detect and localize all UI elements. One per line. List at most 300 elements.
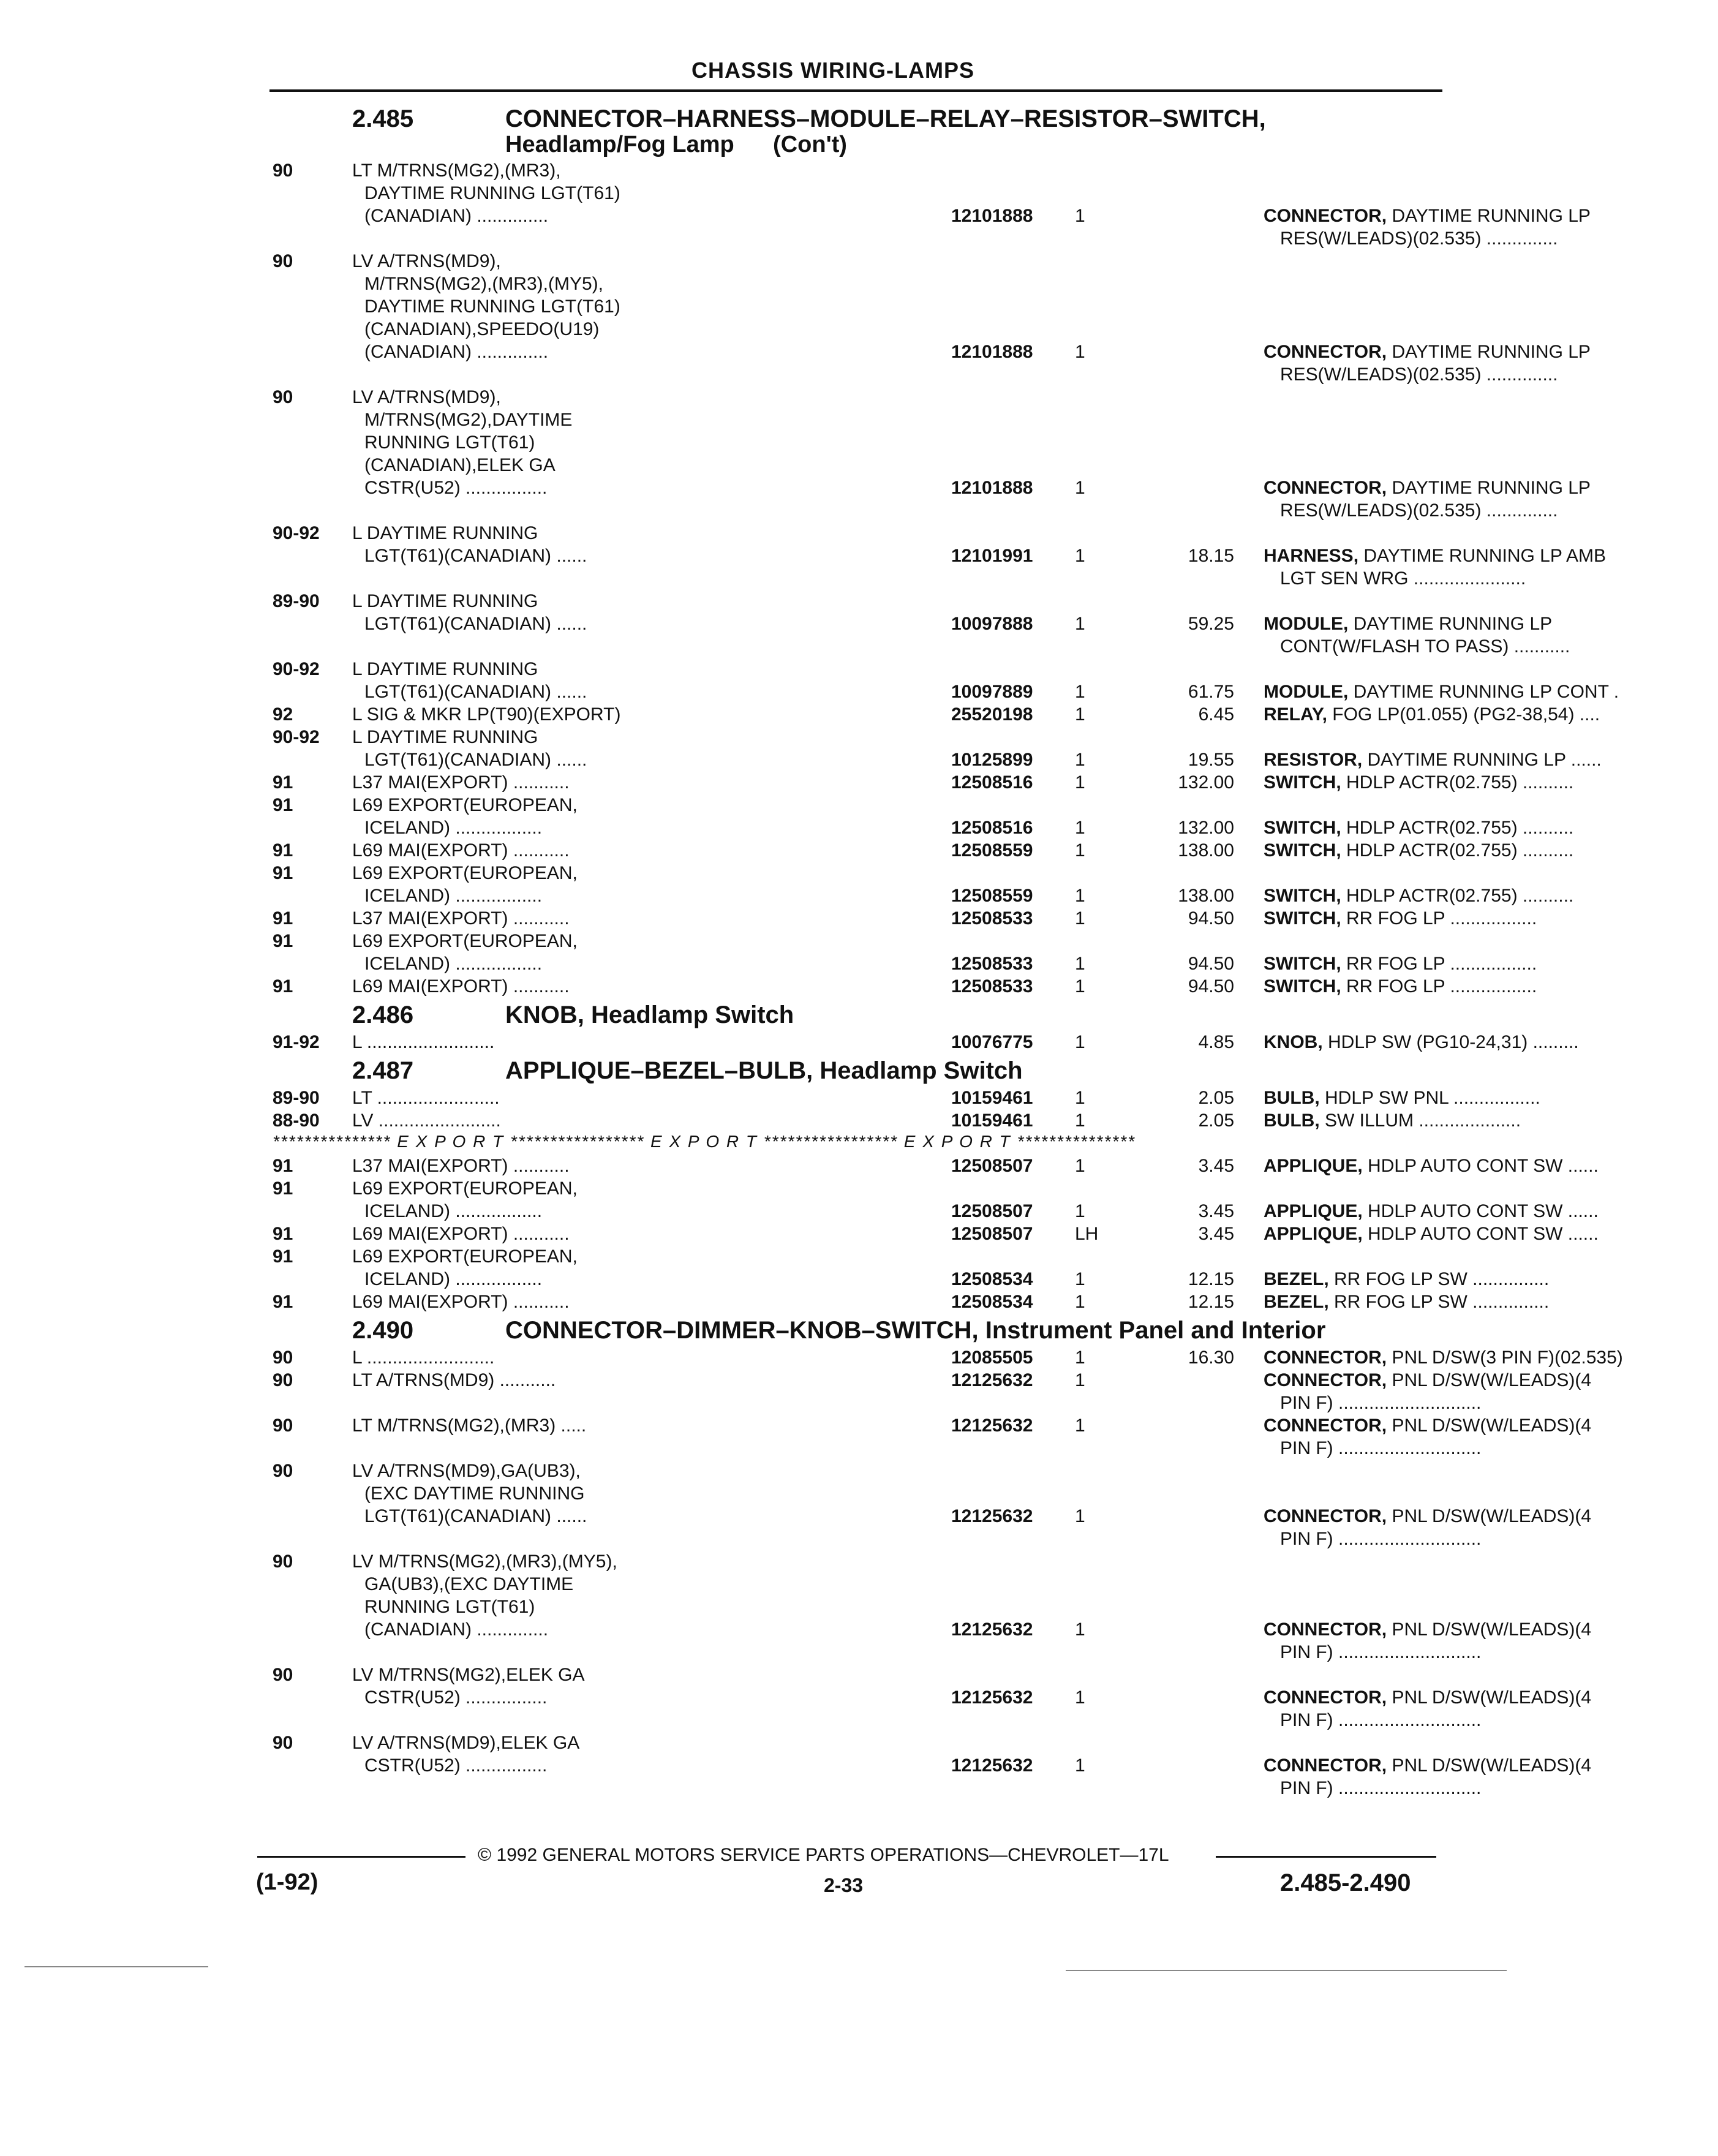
part-number: 12125632 (951, 1619, 1033, 1640)
entry-line (273, 1087, 1540, 1109)
part-name-noun: CONNECTOR, (1264, 1687, 1387, 1708)
entry-line (273, 884, 1574, 907)
entry-line (273, 1369, 1592, 1392)
part-name: CONNECTOR, DAYTIME RUNNING LP (1264, 342, 1591, 362)
model-year: 90 (273, 1733, 293, 1753)
usage-description: LV A/TRNS(MD9),GA(UB3), (352, 1461, 581, 1481)
entry-line (273, 273, 1442, 295)
usage-description: LV A/TRNS(MD9),ELEK GA (352, 1733, 580, 1753)
part-entry (273, 658, 1619, 703)
model-year: 90 (273, 1461, 293, 1481)
part-name: RES(W/LEADS)(02.535) .............. (1280, 364, 1558, 385)
quantity: 1 (1075, 546, 1085, 566)
quantity: 1 (1075, 886, 1085, 906)
list-price: 132.00 (1178, 818, 1234, 838)
part-name-noun: BEZEL, (1264, 1269, 1329, 1289)
model-year: 89-90 (273, 591, 320, 611)
part-name: APPLIQUE, HDLP AUTO CONT SW ...... (1264, 1156, 1599, 1176)
part-number: 12508533 (951, 954, 1033, 974)
usage-description: LT M/TRNS(MG2),(MR3) ..... (352, 1415, 587, 1436)
part-name-noun: CONNECTOR, (1264, 342, 1387, 362)
model-year: 91 (273, 1178, 293, 1199)
part-name-noun: SWITCH, (1264, 886, 1341, 906)
part-name: BEZEL, RR FOG LP SW ............... (1264, 1292, 1550, 1312)
part-entry (273, 386, 1591, 522)
part-name-noun: MODULE, (1264, 682, 1349, 702)
list-price: 94.50 (1188, 908, 1234, 929)
entry-line (273, 567, 1526, 590)
part-name: LGT SEN WRG ...................... (1280, 568, 1526, 589)
usage-description: LT ........................ (352, 1088, 500, 1108)
part-number: 12101888 (951, 478, 1033, 498)
model-year: 90 (273, 1370, 293, 1390)
section-title: APPLIQUE–BEZEL–BULB, Headlamp Switch (505, 1057, 1023, 1084)
part-name: PIN F) ............................ (1280, 1438, 1482, 1458)
part-name: CONNECTOR, PNL D/SW(W/LEADS)(4 (1264, 1619, 1592, 1640)
quantity: LH (1075, 1224, 1099, 1244)
part-entry (273, 1414, 1592, 1460)
usage-description: L69 MAI(EXPORT) ........... (352, 1292, 570, 1312)
quantity: 1 (1075, 614, 1085, 634)
part-number: 12125632 (951, 1755, 1033, 1776)
part-number: 12101888 (951, 206, 1033, 226)
entry-line (273, 1460, 1442, 1482)
part-entry (273, 1732, 1592, 1800)
part-number: 12101888 (951, 342, 1033, 362)
part-name: CONNECTOR, DAYTIME RUNNING LP (1264, 206, 1591, 226)
part-name: KNOB, HDLP SW (PG10-24,31) ......... (1264, 1032, 1579, 1052)
entry-line (273, 1550, 1442, 1573)
part-entry (273, 975, 1537, 998)
part-number: 10159461 (951, 1110, 1033, 1131)
usage-description: ICELAND) ................. (364, 818, 543, 838)
usage-description: L ......................... (352, 1348, 495, 1368)
entry-line (273, 726, 1442, 748)
part-entry (273, 771, 1574, 794)
quantity: 1 (1075, 976, 1085, 997)
quantity: 1 (1075, 1156, 1085, 1176)
entry-line (273, 975, 1537, 998)
entry-line (273, 454, 1442, 477)
section-header (273, 105, 1442, 157)
usage-description: LGT(T61)(CANADIAN) ...... (364, 750, 587, 770)
part-entry (273, 1031, 1579, 1054)
part-name: SWITCH, RR FOG LP ................. (1264, 954, 1537, 974)
usage-description: (CANADIAN),SPEEDO(U19) (364, 319, 600, 339)
entry-line (273, 635, 1570, 658)
usage-description: LGT(T61)(CANADIAN) ...... (364, 1506, 587, 1526)
quantity: 1 (1075, 1292, 1085, 1312)
part-number: 12508516 (951, 818, 1033, 838)
usage-description: LGT(T61)(CANADIAN) ...... (364, 682, 587, 702)
part-entry (273, 1155, 1599, 1177)
footer-rule-right (1216, 1856, 1436, 1858)
usage-description: LT M/TRNS(MG2),(MR3), (352, 160, 561, 181)
part-entry (273, 1346, 1623, 1369)
part-entry (273, 1369, 1592, 1414)
part-entry (273, 1291, 1550, 1313)
part-number: 25520198 (951, 704, 1033, 725)
section-number: 2.487 (352, 1057, 414, 1084)
entry-line (273, 499, 1558, 522)
entry-line (273, 1031, 1579, 1054)
quantity: 1 (1075, 1619, 1085, 1640)
usage-description: DAYTIME RUNNING LGT(T61) (364, 296, 620, 317)
part-entry (273, 1460, 1592, 1550)
quantity: 1 (1075, 1348, 1085, 1368)
quantity: 1 (1075, 1370, 1085, 1390)
entry-line (273, 1596, 1442, 1618)
usage-description: L69 EXPORT(EUROPEAN, (352, 863, 578, 883)
part-name-noun: BULB, (1264, 1110, 1320, 1131)
quantity: 1 (1075, 478, 1085, 498)
model-year: 91 (273, 1292, 293, 1312)
part-number: 10076775 (951, 1032, 1033, 1052)
part-number: 12508507 (951, 1224, 1033, 1244)
list-price: 3.45 (1198, 1201, 1234, 1221)
usage-description: CSTR(U52) ................ (364, 1755, 548, 1776)
model-year: 90 (273, 1665, 293, 1685)
part-name: PIN F) ............................ (1280, 1642, 1482, 1662)
footer-date: (1-92) (256, 1869, 318, 1895)
part-name: RES(W/LEADS)(02.535) .............. (1280, 500, 1558, 521)
list-price: 61.75 (1188, 682, 1234, 702)
part-entry (273, 159, 1591, 250)
part-name: PIN F) ............................ (1280, 1710, 1482, 1730)
entry-line (273, 703, 1600, 726)
usage-description: LV M/TRNS(MG2),(MR3),(MY5), (352, 1551, 617, 1572)
part-name: BULB, SW ILLUM .................... (1264, 1110, 1521, 1131)
part-name-noun: APPLIQUE, (1264, 1224, 1363, 1244)
entry-line (273, 1155, 1599, 1177)
part-name: RELAY, FOG LP(01.055) (PG2-38,54) .... (1264, 704, 1600, 725)
entry-line (273, 341, 1591, 363)
list-price: 59.25 (1188, 614, 1234, 634)
section-subtitle: Headlamp/Fog Lamp (Con't) (505, 132, 847, 157)
entry-line (273, 862, 1442, 884)
entry-line (273, 1482, 1442, 1505)
model-year: 90 (273, 1415, 293, 1436)
part-entry (273, 930, 1537, 975)
section-title-block (505, 1057, 1023, 1084)
export-divider: *************** E X P O R T ***************** E X P O R T ***************** E X P O R T *************** (273, 1132, 1136, 1151)
entry-line (273, 545, 1606, 567)
usage-description: DAYTIME RUNNING LGT(T61) (364, 183, 620, 203)
quantity: 1 (1075, 818, 1085, 838)
part-name: MODULE, DAYTIME RUNNING LP CONT . (1264, 682, 1619, 702)
list-price: 94.50 (1188, 976, 1234, 997)
quantity: 1 (1075, 1088, 1085, 1108)
quantity: 1 (1075, 1032, 1085, 1052)
list-price: 3.45 (1198, 1224, 1234, 1244)
entry-line (273, 1754, 1592, 1777)
usage-description: LV A/TRNS(MD9), (352, 387, 501, 407)
section-header (273, 1057, 1442, 1084)
entry-line (273, 1392, 1482, 1414)
part-name-noun: CONNECTOR, (1264, 1370, 1387, 1390)
part-entry (273, 703, 1600, 726)
usage-description: L DAYTIME RUNNING (352, 659, 538, 679)
entry-line (273, 1200, 1599, 1223)
part-name: SWITCH, HDLP ACTR(02.755) .......... (1264, 886, 1574, 906)
part-number: 10125899 (951, 750, 1033, 770)
entry-line (273, 748, 1602, 771)
part-number: 12125632 (951, 1506, 1033, 1526)
entry-line (273, 590, 1442, 612)
part-number: 12508516 (951, 772, 1033, 793)
entry-line (273, 250, 1442, 273)
part-number: 12508534 (951, 1292, 1033, 1312)
list-price: 94.50 (1188, 954, 1234, 974)
usage-description: L DAYTIME RUNNING (352, 523, 538, 543)
usage-description: L ......................... (352, 1032, 495, 1052)
usage-description: L69 EXPORT(EUROPEAN, (352, 795, 578, 815)
usage-description: L69 MAI(EXPORT) ........... (352, 840, 570, 861)
quantity: 1 (1075, 1415, 1085, 1436)
usage-description: L DAYTIME RUNNING (352, 727, 538, 747)
entry-line (273, 1268, 1550, 1291)
part-name-noun: CONNECTOR, (1264, 1755, 1387, 1776)
usage-description: L69 EXPORT(EUROPEAN, (352, 1246, 578, 1267)
section-header (273, 1001, 1442, 1028)
model-year: 89-90 (273, 1088, 320, 1108)
usage-description: RUNNING LGT(T61) (364, 1597, 535, 1617)
quantity: 1 (1075, 908, 1085, 929)
part-number: 10097889 (951, 682, 1033, 702)
list-price: 16.30 (1188, 1348, 1234, 1368)
usage-description: (CANADIAN) .............. (364, 206, 549, 226)
part-name: PIN F) ............................ (1280, 1529, 1482, 1549)
part-name-noun: APPLIQUE, (1264, 1201, 1363, 1221)
entry-line (273, 522, 1442, 545)
entry-line (273, 1414, 1592, 1437)
part-name: CONNECTOR, PNL D/SW(W/LEADS)(4 (1264, 1506, 1592, 1526)
entry-line (273, 658, 1442, 680)
part-name-noun: CONNECTOR, (1264, 478, 1387, 498)
part-number: 12508559 (951, 840, 1033, 861)
part-entry (273, 1177, 1599, 1223)
quantity: 1 (1075, 1687, 1085, 1708)
list-price: 3.45 (1198, 1156, 1234, 1176)
part-name: SWITCH, RR FOG LP ................. (1264, 908, 1537, 929)
part-entry (273, 907, 1537, 930)
usage-description: L69 EXPORT(EUROPEAN, (352, 931, 578, 951)
quantity: 1 (1075, 1201, 1085, 1221)
part-name: RES(W/LEADS)(02.535) .............. (1280, 228, 1558, 249)
part-name-noun: SWITCH, (1264, 954, 1341, 974)
entry-line (273, 1109, 1521, 1132)
usage-description: L69 MAI(EXPORT) ........... (352, 976, 570, 997)
part-name-noun: HARNESS, (1264, 546, 1359, 566)
part-number: 10097888 (951, 614, 1033, 634)
usage-description: GA(UB3),(EXC DAYTIME (364, 1574, 574, 1594)
entry-line (273, 907, 1537, 930)
quantity: 1 (1075, 1506, 1085, 1526)
entry-line (273, 952, 1537, 975)
usage-description: (CANADIAN) .............. (364, 342, 549, 362)
part-name: CONNECTOR, PNL D/SW(W/LEADS)(4 (1264, 1415, 1592, 1436)
usage-description: L69 MAI(EXPORT) ........... (352, 1224, 570, 1244)
model-year: 90 (273, 160, 293, 181)
part-name: CONNECTOR, PNL D/SW(3 PIN F)(02.535) (1264, 1348, 1623, 1368)
entry-line (273, 182, 1442, 205)
usage-description: LV A/TRNS(MD9), (352, 251, 501, 271)
part-name: APPLIQUE, HDLP AUTO CONT SW ...... (1264, 1224, 1599, 1244)
part-name-noun: SWITCH, (1264, 772, 1341, 793)
model-year: 91 (273, 840, 293, 861)
quantity: 1 (1075, 682, 1085, 702)
model-year: 91 (273, 931, 293, 951)
part-name-noun: SWITCH, (1264, 908, 1341, 929)
entry-line (273, 1223, 1599, 1245)
model-year: 91 (273, 1156, 293, 1176)
part-name-noun: CONNECTOR, (1264, 206, 1387, 226)
part-name-noun: CONNECTOR, (1264, 1348, 1387, 1368)
entry-line (273, 1777, 1482, 1800)
usage-description: ICELAND) ................. (364, 1269, 543, 1289)
usage-description: RUNNING LGT(T61) (364, 432, 535, 453)
list-price: 12.15 (1188, 1269, 1234, 1289)
entry-line (273, 477, 1591, 499)
section-title-block (505, 1317, 1325, 1344)
entry-line (273, 1664, 1442, 1686)
model-year: 90 (273, 1551, 293, 1572)
quantity: 1 (1075, 206, 1085, 226)
entry-line (273, 409, 1442, 431)
model-year: 91 (273, 863, 293, 883)
quantity: 1 (1075, 704, 1085, 725)
part-name-noun: BEZEL, (1264, 1292, 1329, 1312)
model-year: 91-92 (273, 1032, 320, 1052)
entry-line (273, 1177, 1442, 1200)
part-number: 12125632 (951, 1370, 1033, 1390)
entry-line (273, 680, 1619, 703)
part-name-noun: SWITCH, (1264, 840, 1341, 861)
entry-line (273, 794, 1442, 816)
part-number: 12508533 (951, 908, 1033, 929)
part-number: 10159461 (951, 1088, 1033, 1108)
model-year: 90-92 (273, 523, 320, 543)
usage-description: LV ........................ (352, 1110, 501, 1131)
usage-description: LGT(T61)(CANADIAN) ...... (364, 614, 587, 634)
page-header-title: CHASSIS WIRING-LAMPS (691, 58, 974, 83)
section-number: 2.485 (352, 105, 414, 132)
list-price: 18.15 (1188, 546, 1234, 566)
section-title: CONNECTOR–DIMMER–KNOB–SWITCH, Instrument Panel and Interior (505, 1317, 1326, 1344)
part-name: CONNECTOR, PNL D/SW(W/LEADS)(4 (1264, 1370, 1592, 1390)
footer-copyright: © 1992 GENERAL MOTORS SERVICE PARTS OPERATIONS—CHEVROLET—17L (478, 1845, 1169, 1865)
usage-description: M/TRNS(MG2),DAYTIME (364, 410, 573, 430)
part-name-noun: RESISTOR, (1264, 750, 1363, 770)
part-number: 12508534 (951, 1269, 1033, 1289)
entry-line (273, 816, 1574, 839)
usage-description: (EXC DAYTIME RUNNING (364, 1483, 585, 1504)
model-year: 90-92 (273, 727, 320, 747)
model-year: 91 (273, 976, 293, 997)
usage-description: L SIG & MKR LP(T90)(EXPORT) (352, 704, 621, 725)
usage-description: L37 MAI(EXPORT) ........... (352, 772, 570, 793)
part-name: CONNECTOR, PNL D/SW(W/LEADS)(4 (1264, 1755, 1592, 1776)
part-entry (273, 839, 1574, 862)
entry-line (273, 227, 1558, 250)
list-price: 19.55 (1188, 750, 1234, 770)
entry-line (273, 1346, 1623, 1369)
usage-description: CSTR(U52) ................ (364, 1687, 548, 1708)
section-number: 2.486 (352, 1001, 414, 1028)
entry-line (273, 1505, 1592, 1528)
part-name: CONT(W/FLASH TO PASS) ........... (1280, 636, 1570, 657)
scan-artifact-left (24, 1966, 208, 1967)
entry-line (273, 318, 1442, 341)
part-name: HARNESS, DAYTIME RUNNING LP AMB (1264, 546, 1606, 566)
section-title: CONNECTOR–HARNESS–MODULE–RELAY–RESISTOR–SWITCH, (505, 105, 1266, 132)
model-year: 90-92 (273, 659, 320, 679)
model-year: 90 (273, 387, 293, 407)
header-rule (269, 89, 1442, 92)
entry-line (273, 386, 1442, 409)
part-number: 12125632 (951, 1687, 1033, 1708)
quantity: 1 (1075, 1269, 1085, 1289)
part-number: 12125632 (951, 1415, 1033, 1436)
footer-rule-left (257, 1856, 465, 1858)
part-entry (273, 794, 1574, 839)
usage-description: L69 EXPORT(EUROPEAN, (352, 1178, 578, 1199)
part-name: CONNECTOR, PNL D/SW(W/LEADS)(4 (1264, 1687, 1592, 1708)
part-number: 12101991 (951, 546, 1033, 566)
entry-line (273, 295, 1442, 318)
model-year: 92 (273, 704, 293, 725)
list-price: 4.85 (1198, 1032, 1234, 1052)
part-entry (273, 1087, 1540, 1109)
part-name: RESISTOR, DAYTIME RUNNING LP ...... (1264, 750, 1602, 770)
part-name-noun: BULB, (1264, 1088, 1320, 1108)
entry-line (273, 1437, 1482, 1460)
model-year: 91 (273, 795, 293, 815)
part-name-noun: CONNECTOR, (1264, 1619, 1387, 1640)
entry-line (273, 612, 1553, 635)
section-title: KNOB, Headlamp Switch (505, 1001, 794, 1028)
entry-line (273, 1573, 1442, 1596)
part-name-noun: SWITCH, (1264, 818, 1341, 838)
model-year: 90 (273, 251, 293, 271)
part-name: PIN F) ............................ (1280, 1778, 1482, 1798)
usage-description: ICELAND) ................. (364, 886, 543, 906)
part-name-noun: APPLIQUE, (1264, 1156, 1363, 1176)
part-name: SWITCH, HDLP ACTR(02.755) .......... (1264, 818, 1574, 838)
part-name-noun: CONNECTOR, (1264, 1506, 1387, 1526)
entry-line (273, 839, 1574, 862)
entry-line (273, 159, 1442, 182)
list-price: 2.05 (1198, 1088, 1234, 1108)
quantity: 1 (1075, 1110, 1085, 1131)
section-title-block (505, 1001, 794, 1028)
section-number: 2.490 (352, 1317, 414, 1344)
list-price: 12.15 (1188, 1292, 1234, 1312)
part-name: BEZEL, RR FOG LP SW ............... (1264, 1269, 1550, 1289)
part-name: SWITCH, RR FOG LP ................. (1264, 976, 1537, 997)
list-price: 2.05 (1198, 1110, 1234, 1131)
list-price: 6.45 (1198, 704, 1234, 725)
entry-line (273, 1732, 1442, 1754)
part-name: BULB, HDLP SW PNL ................. (1264, 1088, 1540, 1108)
entry-line (273, 1686, 1592, 1709)
entry-line (273, 1291, 1550, 1313)
usage-description: LT A/TRNS(MD9) ........... (352, 1370, 556, 1390)
part-name: APPLIQUE, HDLP AUTO CONT SW ...... (1264, 1201, 1599, 1221)
model-year: 91 (273, 1224, 293, 1244)
part-name: CONNECTOR, DAYTIME RUNNING LP (1264, 478, 1591, 498)
usage-description: (CANADIAN),ELEK GA (364, 455, 556, 475)
